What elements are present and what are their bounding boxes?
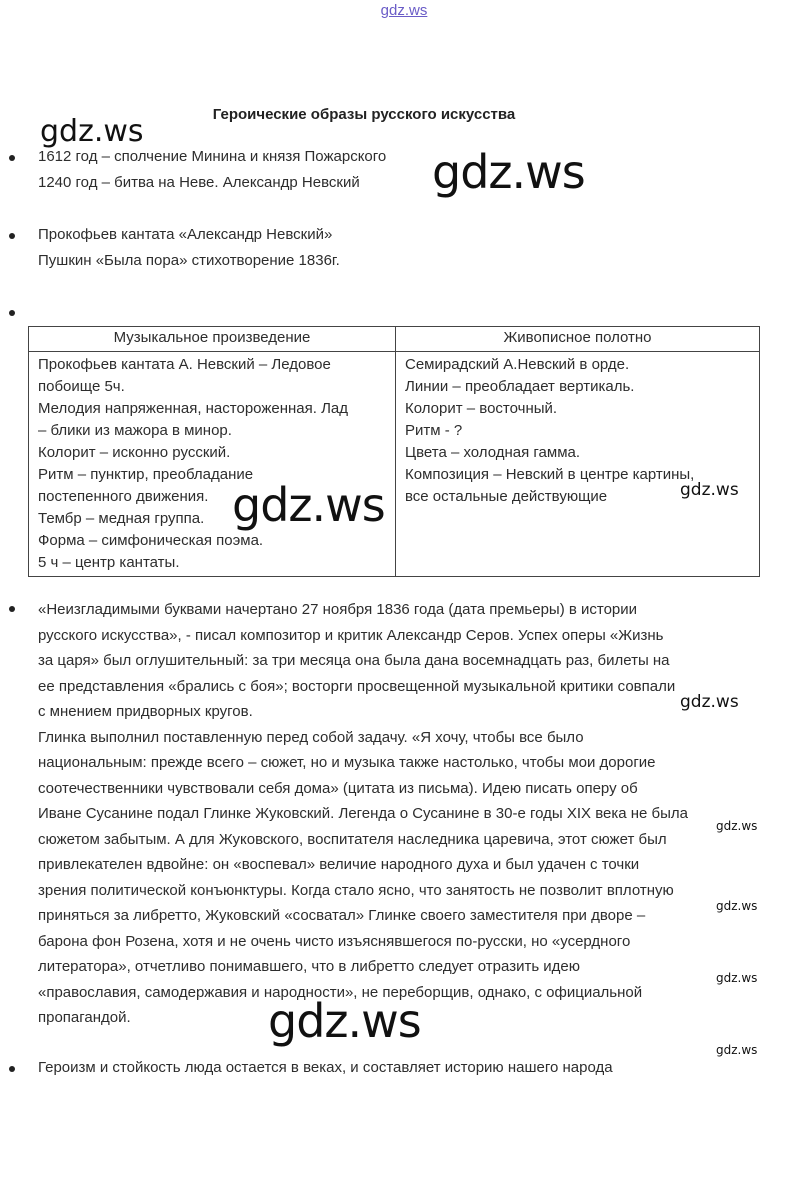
- watermark: gdz.ws: [268, 994, 421, 1048]
- painting-line: Композиция – Невский в центре картины,: [405, 466, 695, 483]
- paragraph-line: национальным: прежде всего – сюжет, но и музыка также настолько, чтобы мои дорогие: [38, 754, 656, 771]
- section-1-line: 1612 год – сполчение Минина и князя Пожарского: [38, 148, 387, 165]
- music-line: Мелодия напряженная, настороженная. Лад: [38, 400, 349, 417]
- painting-line: Цвета – холодная гамма.: [405, 444, 581, 461]
- painting-line: все остальные действующие: [405, 488, 608, 505]
- section-1-line: 1240 год – битва на Неве. Александр Невский: [38, 174, 360, 191]
- paragraph-line: «православия, самодержавия и народности», не переборщив, однако, с официальной: [38, 983, 643, 1001]
- comparison-table: [28, 326, 760, 577]
- paragraph-line: пропагандой.: [38, 1009, 131, 1026]
- music-line: Колорит – исконно русский.: [38, 444, 231, 461]
- watermark: gdz.ws: [680, 480, 739, 500]
- paragraph-line: привлекателен вдвойне: он «воспевал» величие народного духа и был удачен с точки: [38, 856, 640, 873]
- paragraph-line: с мнением придворных кругов.: [38, 703, 253, 720]
- painting-line: Линии – преобладает вертикаль.: [405, 378, 635, 395]
- music-line: – блики из мажора в минор.: [38, 422, 232, 439]
- music-line: Ритм – пунктир, преобладание: [38, 466, 254, 483]
- bullet-4: [9, 606, 15, 612]
- paragraph-line: соотечественники чувствовали себя дома» (цитата из письма). Идею писать оперу об: [38, 779, 638, 797]
- music-line: постепенного движения.: [38, 488, 209, 505]
- table-row: [29, 352, 760, 577]
- watermark: gdz.ws: [232, 478, 385, 532]
- paragraph-line: барона фон Розена, хотя и не очень чисто изъяснявшегося по-русски, но «усердного: [38, 932, 631, 950]
- column-header-painting: Живописное полотно: [396, 327, 760, 352]
- paragraph-line: ее представления «брались с боя»; восторги просвещенной музыкальной критики совпали: [38, 677, 676, 695]
- paragraph-line: русского искусства», - писал композитор и критик Александр Серов. Успех оперы «Жизнь: [38, 626, 664, 644]
- glinka-paragraph: [38, 597, 758, 1031]
- paragraph-line: сюжетом забытым. А для Жуковского, воспитателя наследника царевича, этот сюжет был: [38, 830, 667, 848]
- column-header-music: Музыкальное произведение: [29, 327, 396, 352]
- music-line: Прокофьев кантата А. Невский – Ледовое: [38, 356, 331, 373]
- music-line: побоище 5ч.: [38, 378, 125, 395]
- paragraph-line: литератора», отчетливо понимавшего, что в либретто следует отразить идею: [38, 958, 581, 975]
- paragraph-line: Иване Сусанине подал Глинке Жуковский. Легенда о Сусанине в 30-е годы XIX века не была: [38, 805, 688, 822]
- section-5-line: Героизм и стойкость люда остается в веках, и составляет историю нашего народа: [38, 1059, 613, 1076]
- paragraph-line: «Неизгладимыми буквами начертано 27 ноября 1836 года (дата премьеры) в истории: [38, 601, 638, 618]
- section-2-line: Прокофьев кантата «Александр Невский»: [38, 226, 333, 243]
- watermark: gdz.ws: [716, 899, 758, 913]
- site-link[interactable]: gdz.ws: [380, 2, 428, 19]
- watermark: gdz.ws: [716, 819, 758, 833]
- painting-cell: [396, 352, 760, 577]
- bullet-3: [9, 310, 15, 316]
- music-cell: [29, 352, 396, 577]
- music-line: Форма – симфоническая поэма.: [38, 532, 264, 549]
- painting-line: Семирадский А.Невский в орде.: [405, 356, 630, 373]
- section-2-line: Пушкин «Была пора» стихотворение 1836г.: [38, 252, 340, 269]
- bullet-5: [9, 1066, 15, 1072]
- music-line: 5 ч – центр кантаты.: [38, 554, 180, 571]
- watermark: gdz.ws: [680, 692, 739, 712]
- watermark: gdz.ws: [432, 145, 585, 199]
- watermark: gdz.ws: [716, 971, 758, 985]
- page-title: Героические образы русского искусства: [212, 106, 516, 123]
- paragraph-line: приняться за либретто, Жуковский «сосватал» Глинке своего заместителя при дворе –: [38, 907, 646, 924]
- paragraph-line: Глинка выполнил поставленную перед собой задачу. «Я хочу, чтобы все было: [38, 728, 584, 746]
- paragraph-line: зрения политической конъюнктуры. Когда стало ясно, что занятость не позволит вплотную: [38, 881, 674, 899]
- bullet-2: [9, 233, 15, 239]
- table-header-row: [29, 327, 760, 352]
- bullet-1: [9, 155, 15, 161]
- music-line: Тембр – медная группа.: [38, 510, 205, 527]
- painting-line: Ритм - ?: [405, 422, 463, 439]
- painting-line: Колорит – восточный.: [405, 400, 558, 417]
- watermark: gdz.ws: [40, 114, 144, 149]
- watermark: gdz.ws: [716, 1043, 758, 1057]
- paragraph-line: за царя» был оглушительный: за три месяца она была дана восемнадцать раз, билеты на: [38, 652, 670, 669]
